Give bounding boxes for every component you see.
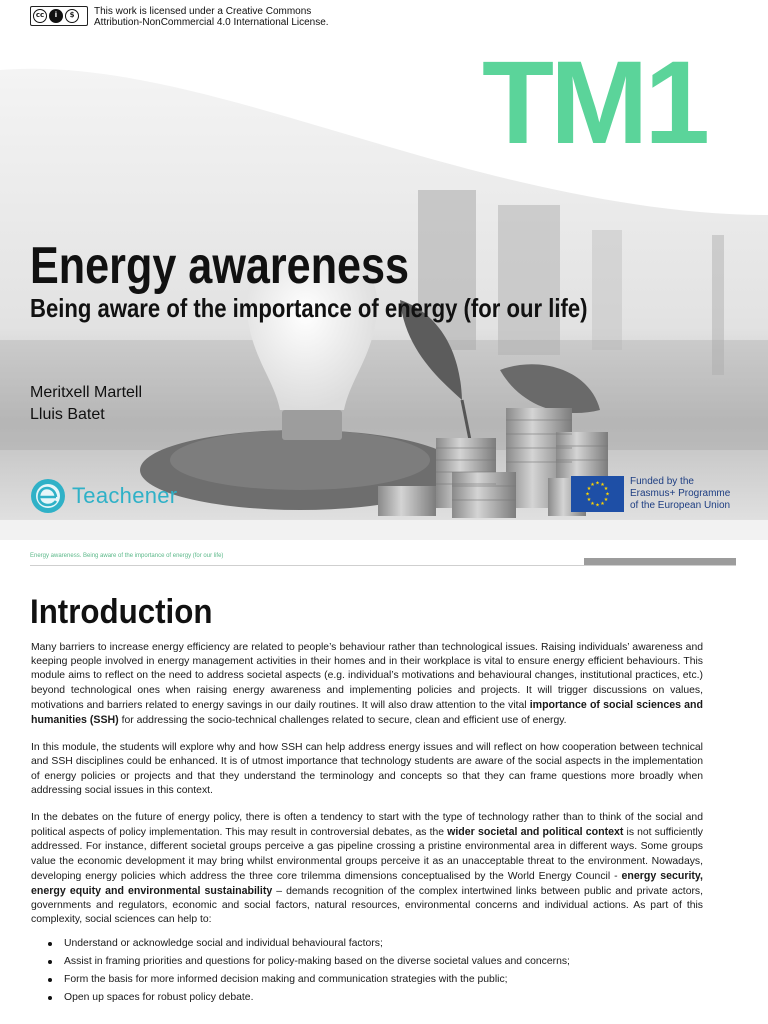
section-heading: Introduction [30, 593, 213, 631]
teachener-brand-name: Teachener [72, 483, 178, 508]
funding-line: Funded by the [630, 476, 694, 487]
list-item: Form the basis for more informed decision making and communication strategies with the public; [64, 971, 703, 989]
emphasis-context: wider societal and political context [447, 826, 624, 839]
teachener-logo [30, 478, 177, 514]
list-item: Open up spaces for robust policy debate. [64, 989, 703, 1007]
running-header-bar [584, 558, 736, 565]
text-run: In the debates on the future of energy policy, there is often a tendency to start with the type of technology rather than to think of the social and political aspects of policy implementation. This may result in controversial debates, as the [31, 812, 703, 839]
document-subtitle: Being aware of the importance of energy (for our life) [30, 293, 588, 323]
license-notice [30, 6, 354, 28]
running-header-text: Energy awareness. Being aware of the importance of energy (for our life) [30, 553, 224, 559]
eu-flag-icon [571, 476, 624, 512]
creative-commons-icon[interactable] [30, 6, 88, 26]
list-item: Understand or acknowledge social and individual behavioural factors; [64, 935, 703, 953]
emphasis-trilemma: energy security, energy equity and environmental sustainability [31, 869, 703, 898]
intro-paragraph-3 [31, 811, 703, 928]
text-run: is not sufficiently addressed. For instance, different societal groups perceive a gas pipeline crossing a pristine environmental area in different ways. Some groups value the economic development it may bring whilst environmental groups perceive it as an unacceptable threat to the environment. Nowadays, developing energy policies which address the three core trilemma dimensions conceptualised by the World Energy Council - [31, 827, 703, 882]
license-text-line1: This work is licensed under a Creative Commons [94, 6, 312, 17]
author-list [30, 382, 142, 426]
introduction-body [31, 641, 703, 1007]
svg-text:★: ★ [605, 491, 610, 498]
author-name: Meritxell Martell [30, 384, 143, 401]
cc-by-icon: i [49, 9, 63, 23]
svg-text:★: ★ [603, 497, 609, 503]
svg-text:★: ★ [586, 497, 592, 503]
text-run: for addressing the socio-technical challenges related to secure, clean and efficient use of energy. [118, 715, 567, 727]
license-text-line2: Attribution-NonCommercial 4.0 International License. [94, 17, 329, 28]
license-text [94, 6, 354, 28]
funding-line: of the European Union [630, 500, 731, 511]
svg-text:★: ★ [600, 482, 605, 488]
svg-text:★: ★ [600, 501, 605, 507]
author-name: Lluis Batet [30, 406, 105, 423]
svg-text:★: ★ [595, 502, 600, 509]
svg-text:★: ★ [590, 482, 595, 488]
intro-paragraph-1 [31, 641, 703, 728]
cc-logo-icon: cc [33, 9, 47, 23]
running-header [30, 553, 736, 566]
bullet-list [31, 935, 703, 1007]
cc-nc-icon: $ [65, 9, 79, 23]
list-item: Assist in framing priorities and questions for policy-making based on the diverse societal values and concerns; [64, 953, 703, 971]
intro-paragraph-2: In this module, the students will explore why and how SSH can help address energy issues and will reflect on how cooperation between technical and SSH disciplines could be enhanced. It is of utmost importance that technology students are aware of the social aspects in the implementation of energy policies or projects and that they understand the terminology and concepts so that they can frame questions more broadly when addressing social issues in this context. [31, 742, 703, 796]
svg-text:★: ★ [595, 480, 600, 487]
funding-line: Erasmus+ Programme [630, 488, 731, 499]
text-run: Many barriers to increase energy efficiency are related to people’s behaviour rather than technological issues. Raising individuals’ awareness and keeping people involved in energy management activities in their homes and in their workplace is vital to ensure energy efficient behaviours. This module aims to reflect on the need to address societal aspects (e.g. individual’s motivations and behavioural changes, institutional practices, etc.) beyond technological ones when raising energy awareness and implementing policies and projects. It will trigger discussions on values, motivations and barriers related to energy savings in our daily routines. It will also draw attention to the vital [31, 642, 703, 711]
text-run: – demands recognition of the complex intertwined links between public and private actors, governments and regulators, economic and social factors, natural resources, environmental concerns and individual actions. As part of this complexity, social sciences can help to: [31, 886, 704, 926]
module-code: TM1 [482, 37, 706, 169]
teachener-e-icon [30, 478, 66, 514]
funding-text [630, 476, 760, 512]
document-title: Energy awareness [30, 237, 410, 295]
svg-text:★: ★ [586, 486, 592, 492]
eu-funding-notice [571, 476, 760, 512]
svg-text:★: ★ [585, 491, 590, 498]
emphasis-ssh: importance of social sciences and humanities (SSH) [31, 698, 703, 727]
svg-text:★: ★ [603, 486, 609, 492]
svg-text:★: ★ [590, 501, 595, 507]
